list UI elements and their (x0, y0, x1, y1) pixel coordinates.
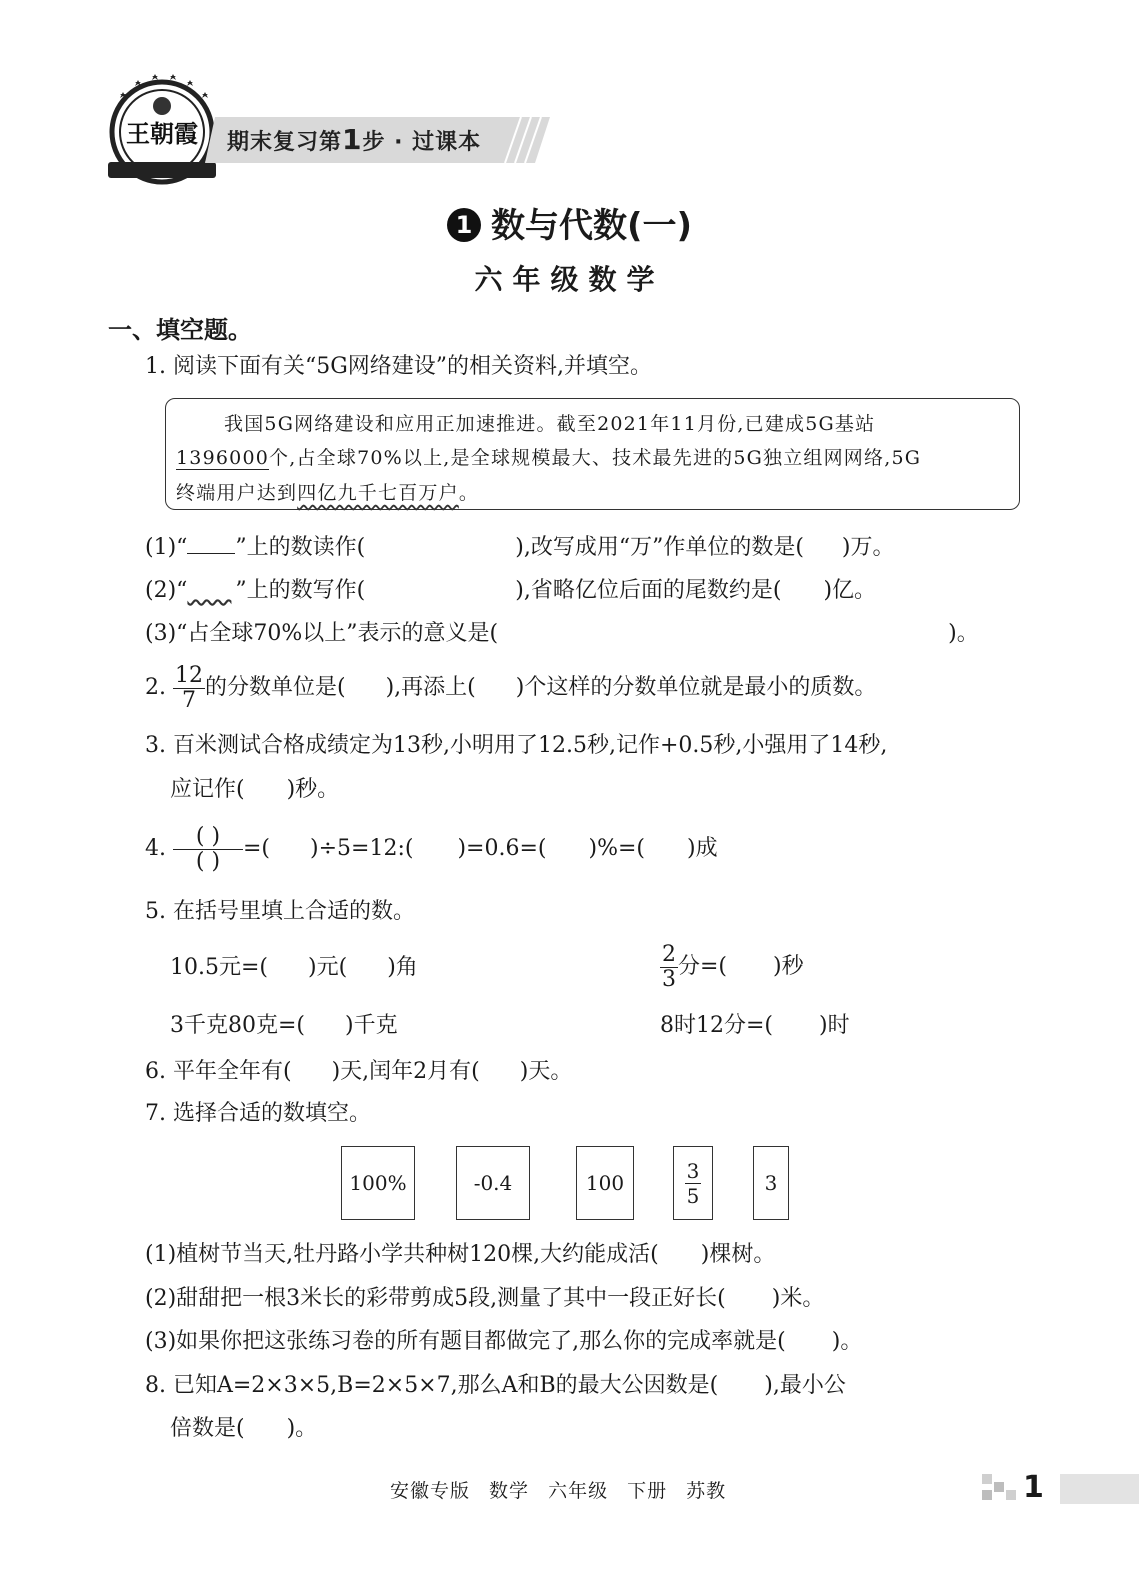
box-line-2 (176, 443, 921, 470)
fraction-numerator: 3 (686, 1158, 700, 1183)
q6 (145, 1057, 572, 1087)
fraction-denominator-blank[interactable]: ( ) (195, 848, 221, 874)
q4 (145, 822, 718, 876)
q6-c: )天。 (519, 1059, 573, 1084)
q2 (145, 662, 876, 714)
q7-p1-a: (1)植树节当天,牡丹路小学共种树120棵,大约能成活( (145, 1242, 659, 1267)
q5-a3: )角 (387, 955, 418, 980)
q2-number: 2. (145, 675, 166, 700)
option-card[interactable]: 100 (576, 1146, 634, 1220)
footer-decoration (982, 1474, 1018, 1508)
option-fraction (685, 1159, 702, 1208)
box-underlined-number: 1396000 (176, 447, 270, 469)
q1-p2-c: ),省略亿位后面的尾数约是( (515, 578, 782, 603)
q1-p3-a: (3)“占全球70%以上”表示的意义是( (145, 621, 499, 646)
q2-fraction (173, 664, 205, 713)
box-line-3-end: 。 (458, 482, 480, 504)
q4-c: )=0.6=( (457, 836, 547, 861)
page-number: 1 (1023, 1470, 1044, 1505)
q3-line2 (170, 775, 339, 805)
q3-line2-b: )秒。 (286, 777, 340, 802)
logo-text: 王朝霞 (126, 119, 198, 148)
q6-a: 6. 平年全年有( (145, 1059, 292, 1084)
q5-stem: 5. 在括号里填上合适的数。 (145, 899, 415, 924)
reading-box (165, 398, 1020, 510)
footer-info: 安徽专版 数学 六年级 下册 苏教 (390, 1480, 727, 1502)
banner-suffix: 步 · 过课本 (362, 130, 482, 155)
box-wavy-text: 四亿九千七百万户 (297, 482, 459, 504)
q7-part2 (145, 1284, 824, 1314)
box-line-3 (176, 478, 479, 505)
q1-stem: 1. 阅读下面有关“5G网络建设”的相关资料,并填空。 (145, 354, 653, 379)
q5-b1: 分=( (678, 954, 728, 979)
box-line-1: 我国5G网络建设和应用正加速推进。截至2021年11月份,已建成5G基站 (224, 413, 876, 435)
q2-c: )个这样的分数单位就是最小的质数。 (515, 675, 877, 700)
q5-item-a (170, 953, 418, 983)
q6-b: )天,闰年2月有( (331, 1059, 480, 1084)
q7-p2-b: )米。 (771, 1286, 825, 1311)
box-line-3-pre: 终端用户达到 (176, 482, 298, 504)
q3-line1: 3. 百米测试合格成绩定为13秒,小明用了12.5秒,记作+0.5秒,小强用了14秒, (145, 733, 888, 758)
title-text: 数与代数(一) (490, 206, 693, 246)
q1-part2 (145, 576, 876, 606)
fraction-denominator: 5 (686, 1183, 700, 1208)
option-card[interactable]: 3 (753, 1146, 789, 1220)
q1-p2-a: (2)“ (145, 578, 188, 603)
q1-p3-b: )。 (948, 621, 979, 646)
fraction-denominator: 7 (182, 687, 196, 713)
q4-d: )%=( (588, 836, 646, 861)
straight-underline-sample (187, 533, 235, 554)
q4-number: 4. (145, 836, 166, 861)
q5-item-b (660, 940, 804, 994)
q7-p2-a: (2)甜甜把一根3米长的彩带剪成5段,测量了其中一段正好长( (145, 1286, 726, 1311)
q4-b: )÷5=12:( (310, 836, 414, 861)
banner-step: 1 (342, 123, 363, 156)
banner-prefix: 期末复习第 (227, 130, 343, 155)
section-heading: 一、填空题。 (108, 316, 252, 344)
box-line-2-rest: 个,占全球70%以上,是全球规模最大、技术最先进的5G独立组网网络,5G (269, 447, 922, 469)
q7-part3 (145, 1327, 862, 1357)
q8-line2 (170, 1414, 317, 1444)
q5-c1: 3千克80克=( (170, 1013, 306, 1038)
q5-c2: )千克 (345, 1013, 398, 1038)
wavy-underline-sample (187, 576, 235, 596)
fraction-numerator: 2 (662, 941, 676, 967)
q3-line2-a: 应记作( (170, 777, 245, 802)
q8-line2-a: 倍数是( (170, 1416, 245, 1441)
q5-a1: 10.5元=( (170, 955, 269, 980)
q7-p3-b: )。 (831, 1329, 863, 1354)
q8-line1-b: ),最小公 (764, 1373, 846, 1398)
option-card-fraction[interactable] (673, 1146, 713, 1220)
title-number: 1 (447, 208, 481, 242)
q5-item-d (660, 1011, 850, 1041)
page-title (0, 198, 1139, 247)
page-subtitle: 六年级数学 (474, 263, 665, 296)
q4-a: =( (243, 836, 271, 861)
q1-p1-c: ),改写成用“万”作单位的数是( (515, 535, 804, 560)
q2-a: 的分数单位是( (205, 675, 346, 700)
fraction-denominator: 3 (662, 966, 676, 992)
fraction-numerator-blank[interactable]: ( ) (173, 825, 243, 850)
q7-p3-a: (3)如果你把这张练习卷的所有题目都做完了,那么你的完成率就是( (145, 1329, 786, 1354)
q1-p2-d: )亿。 (823, 578, 877, 603)
q4-fraction (173, 825, 243, 874)
q1-p1-d: )万。 (841, 535, 895, 560)
q1-p2-b: ”上的数写作( (235, 578, 366, 603)
q4-e: )成 (687, 836, 718, 861)
section-banner (205, 117, 550, 163)
option-card[interactable]: 100% (341, 1146, 415, 1220)
q2-b: ),再添上( (385, 675, 476, 700)
page-number-bar (1060, 1474, 1139, 1504)
q5-fraction (660, 943, 678, 992)
q5-a2: )元( (308, 955, 348, 980)
q7-p1-b: )棵树。 (700, 1242, 776, 1267)
q8-line2-b: )。 (286, 1416, 318, 1441)
q5-d2: )时 (819, 1013, 850, 1038)
q1-p1-a: (1)“ (145, 535, 188, 560)
q1-part1 (145, 533, 895, 563)
fraction-numerator: 12 (175, 662, 203, 688)
q7-stem: 7. 选择合适的数填空。 (145, 1101, 371, 1126)
q1-part3 (145, 619, 979, 649)
q7-part1 (145, 1240, 775, 1270)
q1-p1-b: ”上的数读作( (235, 535, 366, 560)
q5-b2: )秒 (773, 954, 804, 979)
q8-line1-a: 8. 已知A=2×3×5,B=2×5×7,那么A和B的最大公因数是( (145, 1373, 719, 1398)
q5-d1: 8时12分=( (660, 1013, 774, 1038)
option-card[interactable]: -0.4 (456, 1146, 530, 1220)
q8-line1 (145, 1371, 846, 1401)
q5-item-c (170, 1011, 398, 1041)
